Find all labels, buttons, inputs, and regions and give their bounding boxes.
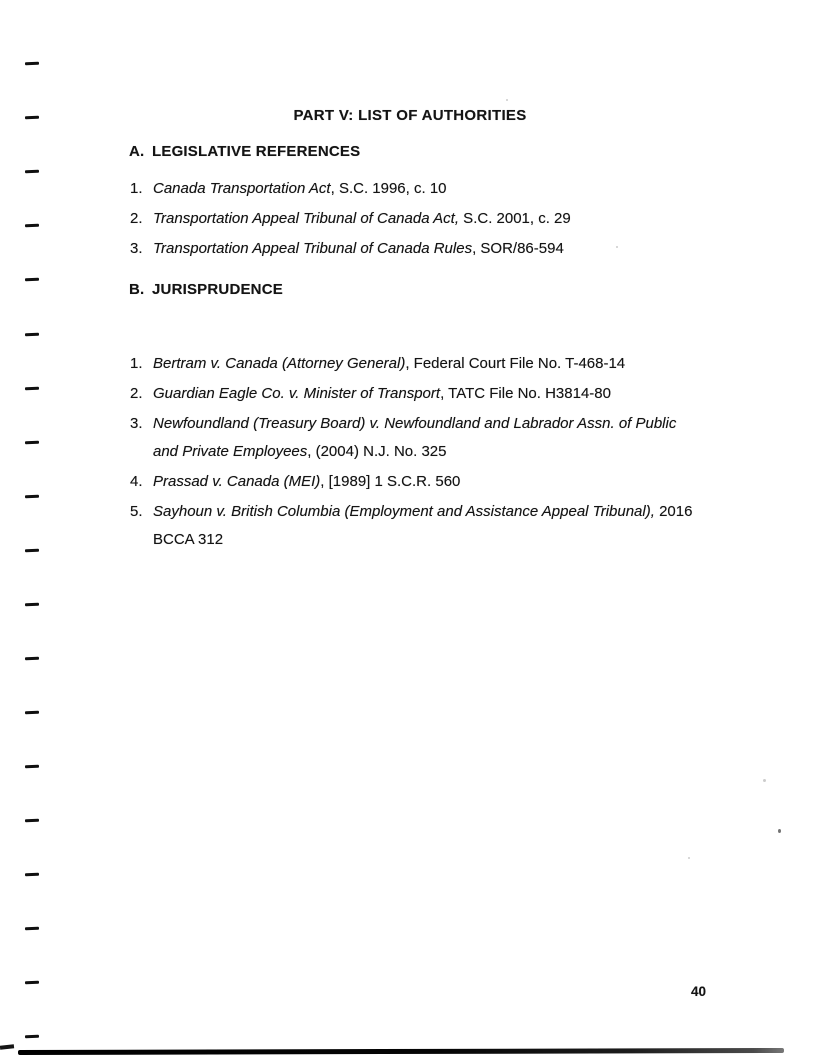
citation: , Federal Court File No. T-468-14	[405, 355, 626, 372]
item-text	[153, 380, 694, 408]
margin-binder-mark	[25, 333, 39, 336]
scan-speck	[616, 246, 618, 248]
margin-binder-mark	[25, 927, 39, 930]
item-number: 3.	[130, 240, 143, 257]
item-text	[153, 410, 694, 466]
scan-edge-tick	[0, 1044, 14, 1049]
citation: S.C. 2001, c. 29	[459, 210, 571, 227]
scan-edge-artifact	[18, 1048, 784, 1055]
item-text	[153, 235, 694, 263]
list-item	[130, 175, 694, 203]
section-a-label: A.	[129, 143, 145, 160]
citation: , SOR/86-594	[472, 240, 564, 257]
case-name: Transportation Appeal Tribunal of Canada Rules	[153, 240, 473, 257]
scan-speck	[778, 829, 781, 833]
case-name: Newfoundland (Treasury Board) v. Newfoundland and Labrador Assn. of Public and Private Employees	[153, 415, 677, 460]
list-item	[130, 410, 694, 466]
page-number: 40	[691, 984, 707, 999]
citation: , S.C. 1996, c. 10	[330, 180, 447, 197]
document-title: PART V: LIST OF AUTHORITIES	[293, 107, 527, 124]
citation: , [1989] 1 S.C.R. 560	[320, 473, 461, 490]
margin-binder-mark	[25, 873, 39, 876]
list-item	[130, 235, 694, 263]
section-b-heading	[129, 281, 283, 298]
margin-binder-mark	[25, 603, 39, 606]
item-number: 4.	[130, 473, 143, 490]
margin-binder-mark	[25, 441, 39, 444]
item-text	[153, 175, 694, 203]
section-a-heading	[129, 143, 360, 160]
item-text	[153, 350, 694, 378]
scan-speck	[688, 857, 690, 859]
section-b-title: JURISPRUDENCE	[152, 281, 283, 298]
citation: , (2004) N.J. No. 325	[307, 443, 447, 460]
margin-binder-mark	[25, 549, 39, 552]
case-name: Prassad v. Canada (MEI)	[153, 473, 321, 490]
item-number: 1.	[130, 355, 143, 372]
section-b-label: B.	[129, 281, 145, 298]
margin-binder-mark	[25, 765, 39, 768]
jurisprudence-list	[130, 350, 694, 556]
case-name: Sayhoun v. British Columbia (Employment and Assistance Appeal Tribunal),	[153, 503, 655, 520]
margin-binder-mark	[25, 387, 39, 390]
item-number: 2.	[130, 210, 143, 227]
item-number: 2.	[130, 385, 143, 402]
margin-binder-mark	[25, 981, 39, 984]
list-item	[130, 380, 694, 408]
citation: 2016 BCCA 312	[153, 503, 693, 548]
margin-binder-mark	[25, 224, 39, 227]
citation: , TATC File No. H3814-80	[440, 385, 611, 402]
case-name: Guardian Eagle Co. v. Minister of Transport	[153, 385, 441, 402]
item-number: 1.	[130, 180, 143, 197]
scan-speck	[506, 99, 508, 101]
list-item	[130, 498, 694, 554]
margin-binder-mark	[25, 495, 39, 498]
margin-binder-mark	[25, 116, 39, 119]
legislative-references-list	[130, 175, 694, 265]
margin-binder-mark	[25, 819, 39, 822]
item-text	[153, 498, 694, 554]
item-text	[153, 205, 694, 233]
item-number: 3.	[130, 415, 143, 432]
case-name: Canada Transportation Act	[153, 180, 331, 197]
item-text	[153, 468, 694, 496]
case-name: Transportation Appeal Tribunal of Canada Act,	[153, 210, 460, 227]
list-item	[130, 205, 694, 233]
margin-binder-mark	[25, 657, 39, 660]
section-a-title: LEGISLATIVE REFERENCES	[152, 143, 361, 160]
margin-binder-mark	[25, 62, 39, 65]
margin-binder-mark	[25, 278, 39, 281]
list-item	[130, 350, 694, 378]
scan-speck	[763, 779, 766, 782]
margin-binder-mark	[25, 1035, 39, 1038]
margin-binder-mark	[25, 170, 39, 173]
list-item	[130, 468, 694, 496]
margin-binder-mark	[25, 711, 39, 714]
item-number: 5.	[130, 503, 143, 520]
case-name: Bertram v. Canada (Attorney General)	[153, 355, 406, 372]
